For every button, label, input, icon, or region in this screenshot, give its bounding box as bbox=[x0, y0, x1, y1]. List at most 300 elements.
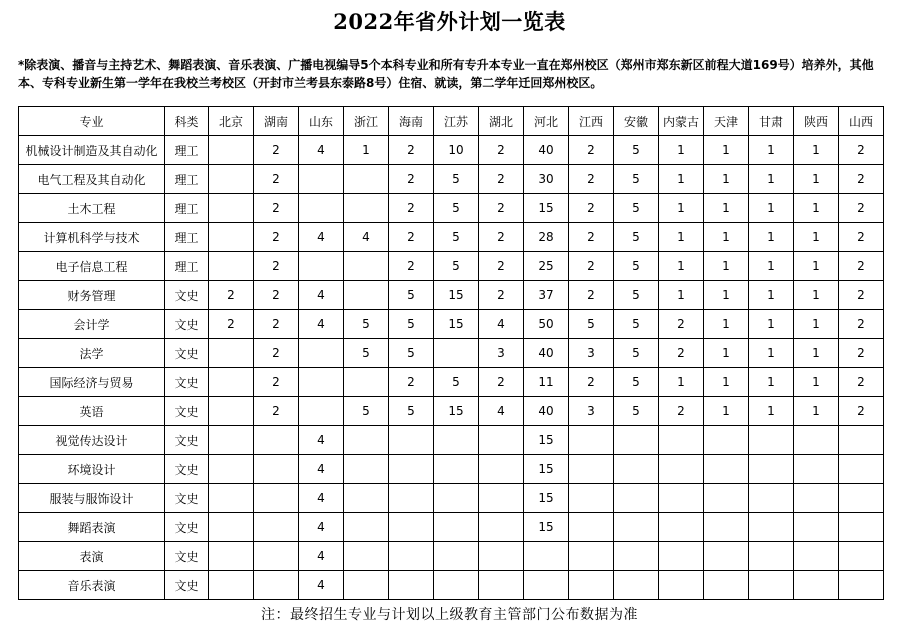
column-header: 江西 bbox=[569, 107, 614, 136]
major-cell: 法学 bbox=[19, 339, 165, 368]
quota-cell: 2 bbox=[479, 165, 524, 194]
quota-cell: 1 bbox=[659, 136, 704, 165]
quota-cell bbox=[209, 513, 254, 542]
quota-cell: 4 bbox=[299, 571, 344, 600]
quota-cell bbox=[569, 455, 614, 484]
quota-cell: 2 bbox=[569, 252, 614, 281]
quota-cell: 15 bbox=[434, 310, 479, 339]
quota-cell bbox=[704, 571, 749, 600]
quota-cell bbox=[209, 426, 254, 455]
major-cell: 国际经济与贸易 bbox=[19, 368, 165, 397]
major-cell: 音乐表演 bbox=[19, 571, 165, 600]
quota-cell: 1 bbox=[749, 310, 794, 339]
quota-cell bbox=[614, 542, 659, 571]
quota-cell: 5 bbox=[344, 397, 389, 426]
quota-cell: 5 bbox=[569, 310, 614, 339]
quota-cell: 40 bbox=[524, 397, 569, 426]
quota-cell: 5 bbox=[614, 223, 659, 252]
quota-cell bbox=[299, 339, 344, 368]
quota-cell: 1 bbox=[749, 252, 794, 281]
quota-cell bbox=[839, 571, 884, 600]
quota-cell bbox=[794, 571, 839, 600]
quota-cell bbox=[344, 252, 389, 281]
quota-cell: 2 bbox=[659, 339, 704, 368]
quota-cell bbox=[299, 397, 344, 426]
quota-cell: 1 bbox=[794, 165, 839, 194]
table-row bbox=[19, 368, 884, 397]
category-cell: 文史 bbox=[165, 542, 209, 571]
quota-cell: 4 bbox=[299, 426, 344, 455]
column-header: 河北 bbox=[524, 107, 569, 136]
quota-cell: 1 bbox=[794, 339, 839, 368]
quota-cell: 2 bbox=[479, 368, 524, 397]
major-cell: 机械设计制造及其自动化 bbox=[19, 136, 165, 165]
quota-cell bbox=[389, 455, 434, 484]
quota-cell: 2 bbox=[479, 194, 524, 223]
quota-cell: 1 bbox=[794, 368, 839, 397]
quota-cell bbox=[344, 194, 389, 223]
table-body bbox=[19, 136, 884, 600]
quota-cell bbox=[704, 542, 749, 571]
quota-cell: 4 bbox=[479, 310, 524, 339]
quota-cell: 2 bbox=[254, 368, 299, 397]
quota-cell: 4 bbox=[479, 397, 524, 426]
quota-cell: 5 bbox=[344, 310, 389, 339]
quota-cell: 40 bbox=[524, 136, 569, 165]
quota-cell bbox=[704, 426, 749, 455]
quota-cell: 15 bbox=[524, 426, 569, 455]
category-cell: 文史 bbox=[165, 426, 209, 455]
quota-cell: 2 bbox=[479, 223, 524, 252]
quota-cell bbox=[794, 513, 839, 542]
quota-cell bbox=[569, 426, 614, 455]
quota-cell: 2 bbox=[254, 223, 299, 252]
quota-cell bbox=[299, 194, 344, 223]
column-header: 山西 bbox=[839, 107, 884, 136]
quota-cell bbox=[434, 542, 479, 571]
major-cell: 电气工程及其自动化 bbox=[19, 165, 165, 194]
quota-cell bbox=[254, 542, 299, 571]
quota-cell: 15 bbox=[524, 194, 569, 223]
quota-cell bbox=[299, 165, 344, 194]
quota-cell: 5 bbox=[344, 339, 389, 368]
quota-cell bbox=[434, 426, 479, 455]
table-row bbox=[19, 165, 884, 194]
quota-cell bbox=[614, 484, 659, 513]
major-cell: 视觉传达设计 bbox=[19, 426, 165, 455]
quota-cell: 2 bbox=[254, 397, 299, 426]
quota-cell: 2 bbox=[839, 310, 884, 339]
quota-cell: 2 bbox=[479, 252, 524, 281]
quota-cell bbox=[344, 426, 389, 455]
quota-cell bbox=[389, 542, 434, 571]
quota-cell: 2 bbox=[839, 252, 884, 281]
quota-cell bbox=[659, 571, 704, 600]
quota-cell: 2 bbox=[389, 223, 434, 252]
category-cell: 理工 bbox=[165, 223, 209, 252]
category-cell: 文史 bbox=[165, 368, 209, 397]
quota-cell: 2 bbox=[569, 223, 614, 252]
quota-cell bbox=[749, 455, 794, 484]
category-cell: 理工 bbox=[165, 136, 209, 165]
quota-cell bbox=[389, 484, 434, 513]
quota-cell bbox=[839, 484, 884, 513]
quota-cell: 1 bbox=[794, 310, 839, 339]
quota-cell bbox=[704, 455, 749, 484]
quota-cell: 1 bbox=[659, 281, 704, 310]
quota-cell: 3 bbox=[479, 339, 524, 368]
quota-cell: 15 bbox=[524, 513, 569, 542]
quota-cell bbox=[479, 513, 524, 542]
quota-cell: 1 bbox=[794, 136, 839, 165]
quota-cell: 28 bbox=[524, 223, 569, 252]
quota-cell: 2 bbox=[389, 252, 434, 281]
quota-cell: 1 bbox=[344, 136, 389, 165]
quota-cell: 5 bbox=[614, 252, 659, 281]
quota-cell: 1 bbox=[704, 339, 749, 368]
category-cell: 文史 bbox=[165, 484, 209, 513]
quota-cell: 2 bbox=[569, 368, 614, 397]
table-row bbox=[19, 281, 884, 310]
quota-cell: 1 bbox=[749, 194, 794, 223]
quota-cell bbox=[344, 484, 389, 513]
table-row bbox=[19, 310, 884, 339]
quota-cell: 15 bbox=[524, 484, 569, 513]
column-header: 内蒙古 bbox=[659, 107, 704, 136]
quota-cell: 2 bbox=[254, 339, 299, 368]
quota-cell: 2 bbox=[254, 136, 299, 165]
table-row bbox=[19, 484, 884, 513]
quota-cell bbox=[749, 542, 794, 571]
quota-cell: 10 bbox=[434, 136, 479, 165]
quota-cell: 2 bbox=[254, 310, 299, 339]
category-cell: 文史 bbox=[165, 397, 209, 426]
quota-cell: 5 bbox=[389, 339, 434, 368]
category-cell: 理工 bbox=[165, 165, 209, 194]
quota-cell: 2 bbox=[389, 368, 434, 397]
quota-cell: 2 bbox=[659, 310, 704, 339]
quota-cell bbox=[254, 513, 299, 542]
quota-cell: 1 bbox=[704, 368, 749, 397]
quota-cell bbox=[794, 455, 839, 484]
footnote: 注：最终招生专业与计划以上级教育主管部门公布数据为准 bbox=[261, 607, 638, 623]
category-cell: 文史 bbox=[165, 310, 209, 339]
table-row bbox=[19, 455, 884, 484]
quota-cell: 1 bbox=[794, 281, 839, 310]
category-cell: 文史 bbox=[165, 571, 209, 600]
quota-cell bbox=[614, 455, 659, 484]
quota-cell bbox=[389, 571, 434, 600]
quota-cell bbox=[209, 542, 254, 571]
quota-cell bbox=[569, 484, 614, 513]
column-header: 海南 bbox=[389, 107, 434, 136]
quota-cell: 2 bbox=[479, 281, 524, 310]
table-row bbox=[19, 513, 884, 542]
quota-cell: 2 bbox=[479, 136, 524, 165]
quota-cell: 2 bbox=[569, 165, 614, 194]
quota-cell bbox=[344, 368, 389, 397]
quota-cell: 1 bbox=[659, 165, 704, 194]
table-row bbox=[19, 542, 884, 571]
quota-cell bbox=[434, 455, 479, 484]
quota-cell: 11 bbox=[524, 368, 569, 397]
major-cell: 舞蹈表演 bbox=[19, 513, 165, 542]
quota-cell: 5 bbox=[389, 281, 434, 310]
quota-cell bbox=[254, 426, 299, 455]
quota-cell bbox=[209, 455, 254, 484]
quota-cell: 1 bbox=[659, 194, 704, 223]
column-header: 甘肃 bbox=[749, 107, 794, 136]
quota-cell: 40 bbox=[524, 339, 569, 368]
category-cell: 理工 bbox=[165, 252, 209, 281]
quota-cell bbox=[434, 571, 479, 600]
quota-cell: 5 bbox=[614, 165, 659, 194]
quota-cell bbox=[749, 484, 794, 513]
quota-cell bbox=[659, 426, 704, 455]
quota-cell bbox=[749, 426, 794, 455]
quota-cell: 2 bbox=[569, 281, 614, 310]
quota-cell: 3 bbox=[569, 397, 614, 426]
quota-cell bbox=[659, 542, 704, 571]
quota-cell: 1 bbox=[794, 397, 839, 426]
quota-cell: 1 bbox=[794, 194, 839, 223]
quota-cell: 2 bbox=[254, 281, 299, 310]
quota-cell: 15 bbox=[434, 397, 479, 426]
quota-cell: 5 bbox=[434, 252, 479, 281]
quota-cell: 5 bbox=[434, 368, 479, 397]
quota-cell: 1 bbox=[659, 223, 704, 252]
quota-cell bbox=[209, 484, 254, 513]
column-header: 湖南 bbox=[254, 107, 299, 136]
quota-cell bbox=[659, 484, 704, 513]
column-header: 浙江 bbox=[344, 107, 389, 136]
quota-cell: 3 bbox=[569, 339, 614, 368]
quota-cell: 1 bbox=[749, 397, 794, 426]
quota-cell bbox=[209, 223, 254, 252]
quota-cell bbox=[209, 339, 254, 368]
quota-cell bbox=[614, 426, 659, 455]
quota-cell bbox=[344, 571, 389, 600]
quota-cell bbox=[209, 136, 254, 165]
quota-cell: 4 bbox=[299, 542, 344, 571]
quota-cell: 5 bbox=[614, 136, 659, 165]
quota-cell: 15 bbox=[434, 281, 479, 310]
quota-cell bbox=[389, 426, 434, 455]
quota-cell bbox=[524, 571, 569, 600]
quota-cell: 1 bbox=[659, 252, 704, 281]
quota-cell: 30 bbox=[524, 165, 569, 194]
quota-cell: 2 bbox=[569, 194, 614, 223]
quota-cell: 4 bbox=[299, 281, 344, 310]
quota-cell bbox=[299, 368, 344, 397]
quota-cell bbox=[749, 513, 794, 542]
column-header: 山东 bbox=[299, 107, 344, 136]
quota-cell: 50 bbox=[524, 310, 569, 339]
quota-cell bbox=[299, 252, 344, 281]
quota-cell bbox=[704, 513, 749, 542]
quota-cell bbox=[254, 484, 299, 513]
quota-cell: 1 bbox=[704, 252, 749, 281]
enrollment-plan-table bbox=[18, 106, 884, 600]
page-title: 2022年省外计划一览表 bbox=[333, 9, 566, 34]
major-cell: 财务管理 bbox=[19, 281, 165, 310]
quota-cell: 5 bbox=[389, 397, 434, 426]
quota-cell: 4 bbox=[344, 223, 389, 252]
quota-cell: 2 bbox=[839, 165, 884, 194]
category-cell: 文史 bbox=[165, 339, 209, 368]
quota-cell: 15 bbox=[524, 455, 569, 484]
quota-cell bbox=[254, 571, 299, 600]
quota-cell: 1 bbox=[704, 136, 749, 165]
quota-cell bbox=[839, 542, 884, 571]
quota-cell: 1 bbox=[749, 281, 794, 310]
quota-cell: 4 bbox=[299, 513, 344, 542]
table-row bbox=[19, 397, 884, 426]
table-row bbox=[19, 252, 884, 281]
quota-cell: 5 bbox=[614, 194, 659, 223]
major-cell: 电子信息工程 bbox=[19, 252, 165, 281]
major-cell: 计算机科学与技术 bbox=[19, 223, 165, 252]
column-header: 陕西 bbox=[794, 107, 839, 136]
category-cell: 理工 bbox=[165, 194, 209, 223]
quota-cell: 1 bbox=[794, 223, 839, 252]
quota-cell bbox=[344, 165, 389, 194]
quota-cell bbox=[434, 513, 479, 542]
quota-cell bbox=[794, 542, 839, 571]
quota-cell bbox=[569, 571, 614, 600]
quota-cell: 5 bbox=[614, 397, 659, 426]
quota-cell: 2 bbox=[254, 252, 299, 281]
quota-cell: 1 bbox=[704, 194, 749, 223]
quota-cell bbox=[254, 455, 299, 484]
quota-cell bbox=[659, 513, 704, 542]
category-cell: 文史 bbox=[165, 455, 209, 484]
table-row bbox=[19, 136, 884, 165]
column-header: 安徽 bbox=[614, 107, 659, 136]
quota-cell: 2 bbox=[254, 194, 299, 223]
major-cell: 英语 bbox=[19, 397, 165, 426]
table-row bbox=[19, 223, 884, 252]
quota-cell: 1 bbox=[704, 281, 749, 310]
quota-cell bbox=[839, 513, 884, 542]
category-cell: 文史 bbox=[165, 513, 209, 542]
quota-cell: 1 bbox=[704, 165, 749, 194]
major-cell: 表演 bbox=[19, 542, 165, 571]
quota-cell: 4 bbox=[299, 484, 344, 513]
quota-cell bbox=[659, 455, 704, 484]
quota-cell bbox=[569, 542, 614, 571]
quota-cell: 1 bbox=[704, 397, 749, 426]
quota-cell: 2 bbox=[389, 165, 434, 194]
quota-cell bbox=[794, 484, 839, 513]
quota-cell: 2 bbox=[839, 281, 884, 310]
quota-cell bbox=[344, 281, 389, 310]
quota-cell bbox=[569, 513, 614, 542]
column-header: 科类 bbox=[165, 107, 209, 136]
quota-cell: 1 bbox=[749, 339, 794, 368]
quota-cell: 37 bbox=[524, 281, 569, 310]
quota-cell: 5 bbox=[389, 310, 434, 339]
quota-cell: 5 bbox=[614, 281, 659, 310]
quota-cell: 2 bbox=[254, 165, 299, 194]
quota-cell bbox=[344, 455, 389, 484]
quota-cell: 2 bbox=[569, 136, 614, 165]
quota-cell bbox=[209, 571, 254, 600]
quota-cell: 1 bbox=[659, 368, 704, 397]
quota-cell: 5 bbox=[614, 339, 659, 368]
quota-cell: 1 bbox=[704, 310, 749, 339]
quota-cell bbox=[479, 484, 524, 513]
category-cell: 文史 bbox=[165, 281, 209, 310]
quota-cell: 1 bbox=[749, 136, 794, 165]
quota-cell: 2 bbox=[389, 136, 434, 165]
quota-cell: 4 bbox=[299, 136, 344, 165]
table-header bbox=[19, 107, 884, 136]
major-cell: 土木工程 bbox=[19, 194, 165, 223]
quota-cell: 2 bbox=[389, 194, 434, 223]
quota-cell: 4 bbox=[299, 223, 344, 252]
campus-note: *除表演、播音与主持艺术、舞蹈表演、音乐表演、广播电视编导5个本科专业和所有专升本专业一直在郑州校区（郑州市郑东新区前程大道169号）培养外，其他本、专科专业新生第一学年在我校兰考校区（开封市兰考县东泰路8号）住宿、就读，第二学年迁回郑州校区。 bbox=[18, 58, 874, 90]
quota-cell bbox=[839, 455, 884, 484]
quota-cell bbox=[209, 252, 254, 281]
table-row bbox=[19, 194, 884, 223]
quota-cell bbox=[434, 484, 479, 513]
quota-cell: 2 bbox=[839, 368, 884, 397]
quota-cell: 25 bbox=[524, 252, 569, 281]
quota-cell: 2 bbox=[839, 194, 884, 223]
quota-cell bbox=[479, 542, 524, 571]
quota-cell: 1 bbox=[794, 252, 839, 281]
quota-cell bbox=[209, 368, 254, 397]
quota-cell: 1 bbox=[749, 368, 794, 397]
quota-cell bbox=[344, 513, 389, 542]
quota-cell bbox=[749, 571, 794, 600]
quota-cell bbox=[479, 455, 524, 484]
quota-cell: 2 bbox=[209, 310, 254, 339]
quota-cell: 2 bbox=[209, 281, 254, 310]
quota-cell: 2 bbox=[659, 397, 704, 426]
quota-cell: 5 bbox=[434, 194, 479, 223]
quota-cell bbox=[704, 484, 749, 513]
major-cell: 服装与服饰设计 bbox=[19, 484, 165, 513]
quota-cell bbox=[479, 571, 524, 600]
quota-cell: 1 bbox=[749, 165, 794, 194]
quota-cell: 1 bbox=[749, 223, 794, 252]
column-header: 江苏 bbox=[434, 107, 479, 136]
quota-cell: 5 bbox=[614, 310, 659, 339]
table-row bbox=[19, 426, 884, 455]
table-row bbox=[19, 339, 884, 368]
column-header: 北京 bbox=[209, 107, 254, 136]
quota-cell: 5 bbox=[614, 368, 659, 397]
header-row bbox=[19, 107, 884, 136]
quota-cell bbox=[434, 339, 479, 368]
quota-cell bbox=[209, 165, 254, 194]
quota-cell bbox=[614, 571, 659, 600]
quota-cell: 2 bbox=[839, 397, 884, 426]
quota-cell bbox=[839, 426, 884, 455]
quota-cell bbox=[344, 542, 389, 571]
quota-cell bbox=[614, 513, 659, 542]
quota-cell bbox=[389, 513, 434, 542]
quota-cell bbox=[209, 397, 254, 426]
column-header: 专业 bbox=[19, 107, 165, 136]
quota-cell bbox=[524, 542, 569, 571]
quota-cell bbox=[479, 426, 524, 455]
quota-cell bbox=[209, 194, 254, 223]
quota-cell: 4 bbox=[299, 455, 344, 484]
quota-cell bbox=[794, 426, 839, 455]
